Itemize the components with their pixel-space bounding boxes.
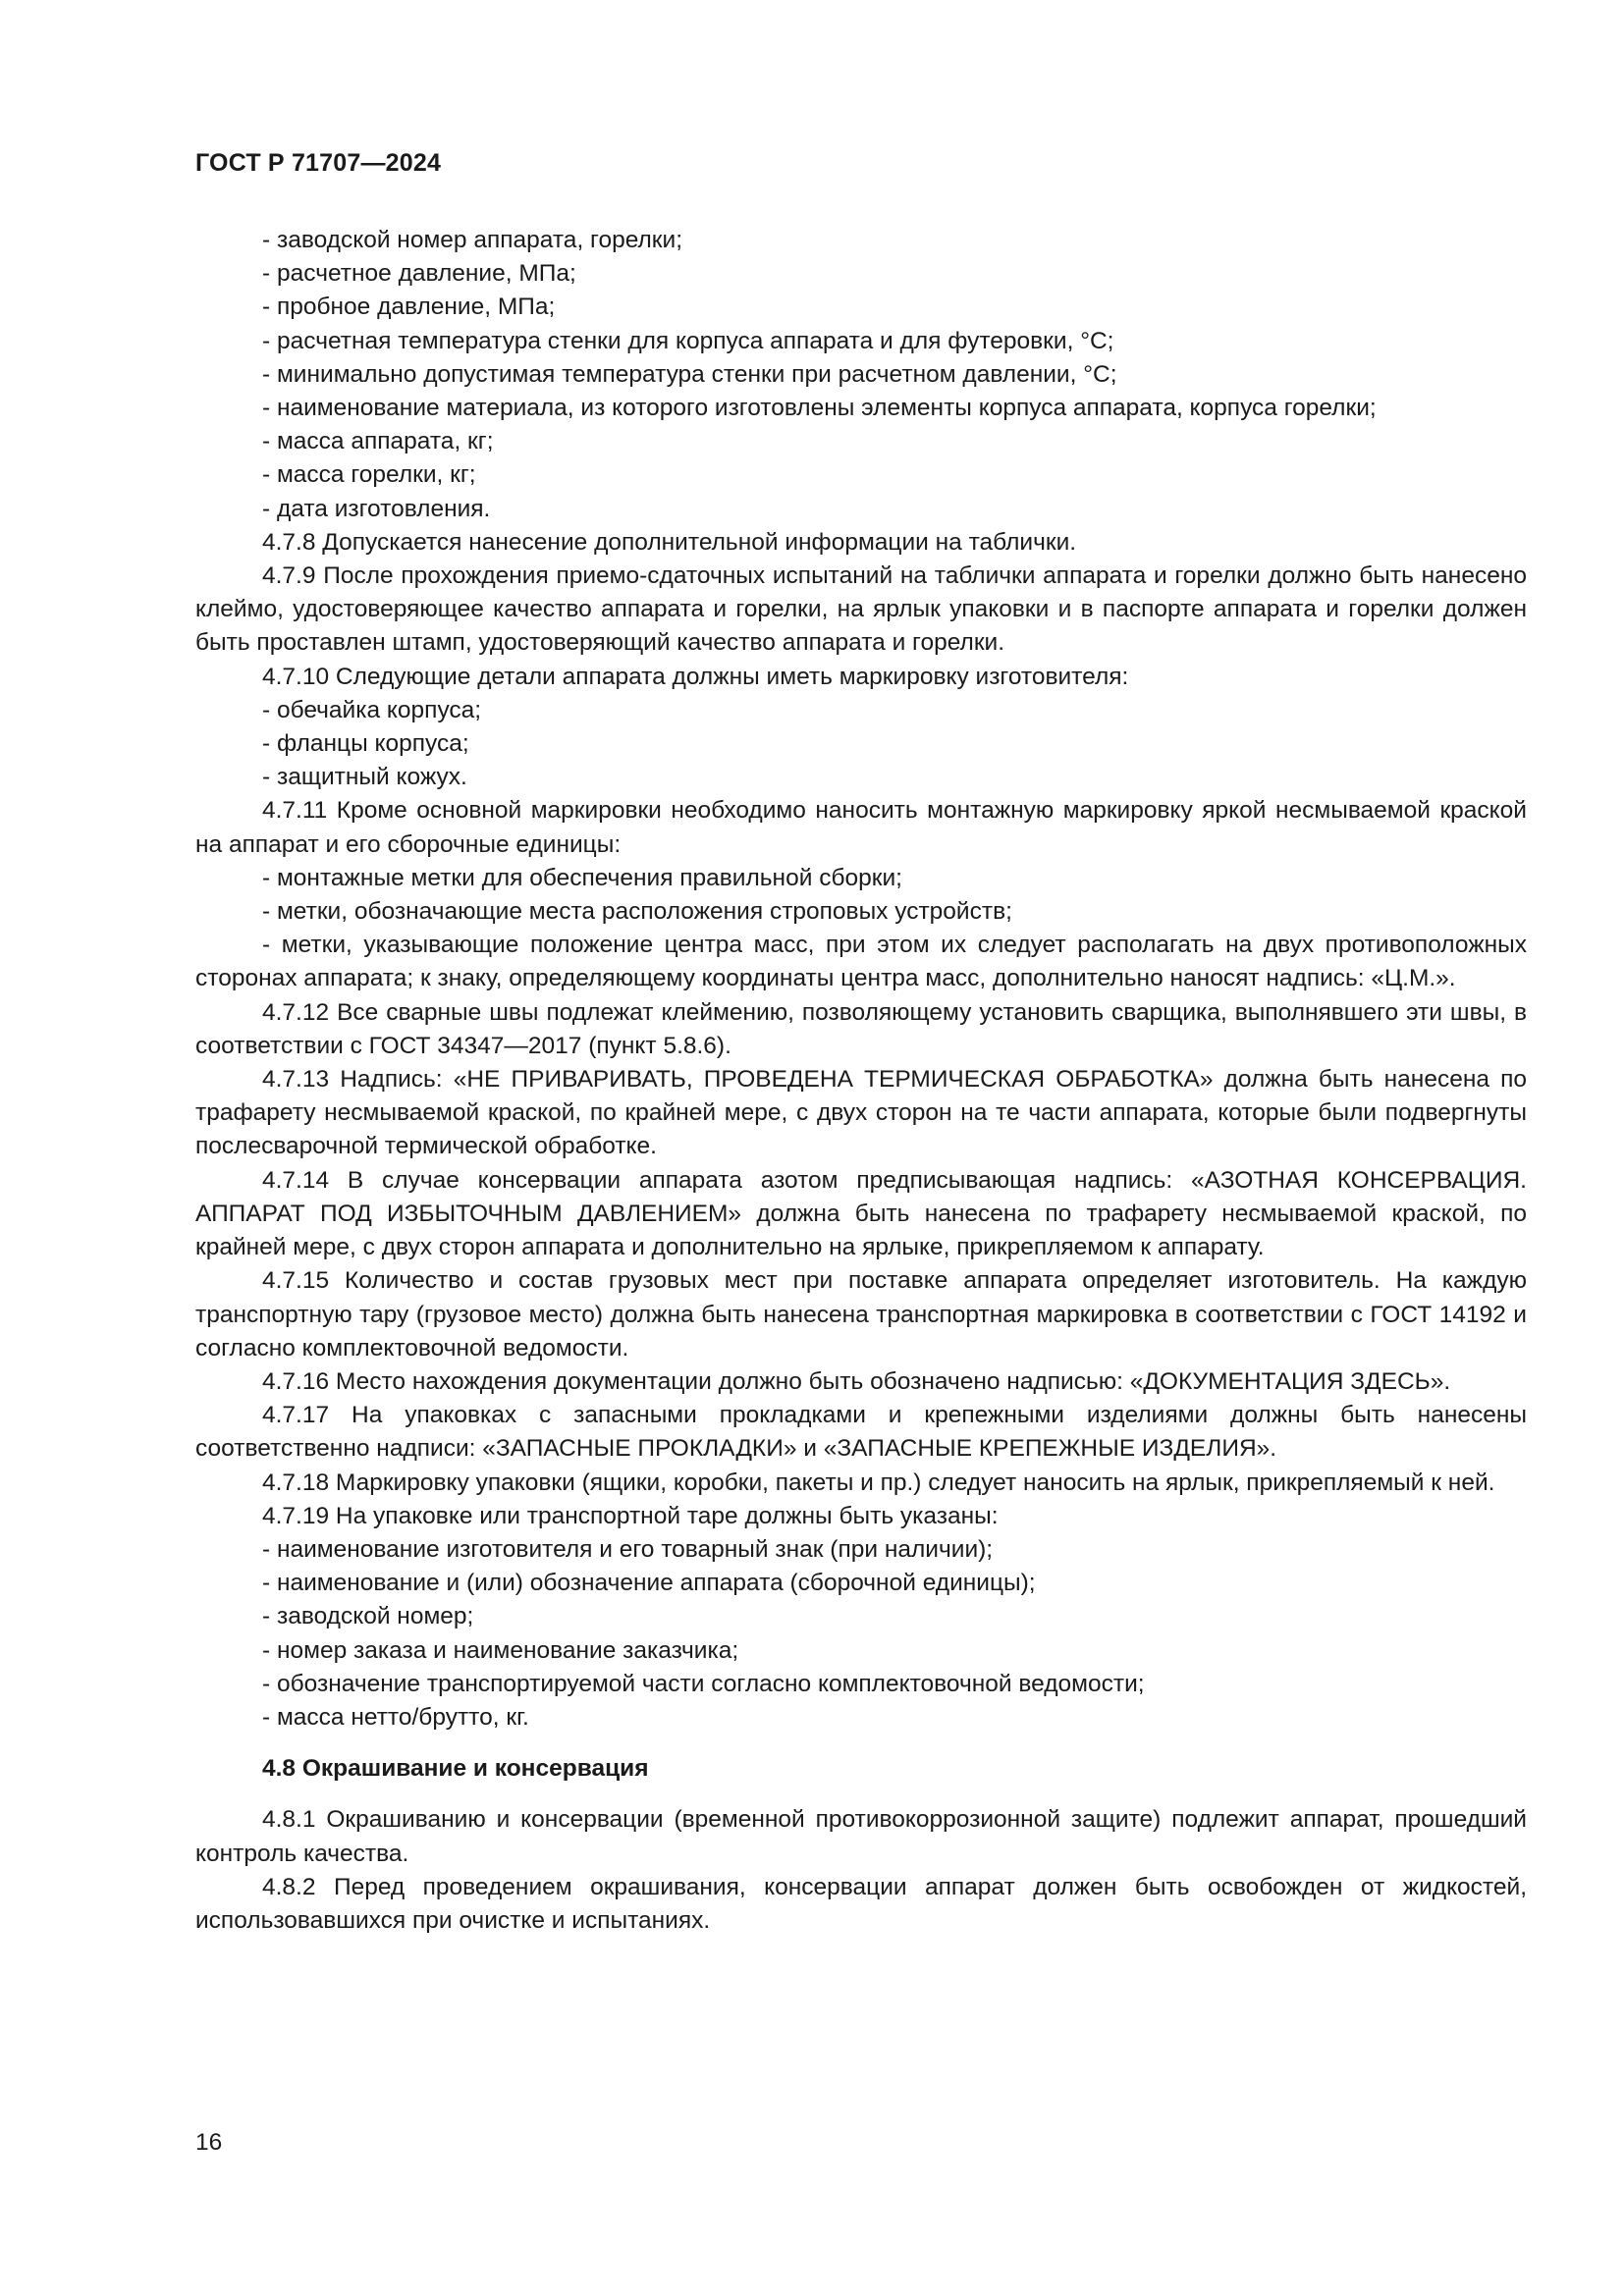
paragraph-4-7-18: 4.7.18 Маркировку упаковки (ящики, коробки, пакеты и пр.) следует наносить на ярлык, прикрепляемый к ней. — [262, 1468, 1495, 1496]
list-item: - масса нетто/брутто, кг. — [262, 1703, 529, 1731]
list-item: - расчетное давление, МПа; — [262, 260, 576, 288]
list-item: - монтажные метки для обеспечения правильной сборки; — [262, 864, 902, 891]
paragraph-4-8-2: 4.8.2 Перед проведением окрашивания, консервации аппарат должен быть освобожден от жидкостей, использовавшихся при очистке и испытаниях. — [195, 1873, 1527, 1934]
list-item: - заводской номер аппарата, горелки; — [262, 227, 683, 253]
document-body — [195, 224, 1527, 1938]
paragraph-4-7-9: 4.7.9 После прохождения приемо-сдаточных испытаний на таблички аппарата и горелки должно быть нанесено клеймо, удостоверяющее качество аппарата и горелки, на ярлык упаковки и в паспорте аппарата и горелки должен быть проставлен штамп, удостоверяющий качество аппарата и горелки. — [195, 562, 1527, 657]
list-item: - масса горелки, кг; — [262, 461, 476, 489]
paragraph-4-7-17: 4.7.17 На упаковках с запасными прокладками и крепежными изделиями должны быть нанесены соответственно надписи: «ЗАПАСНЫЕ ПРОКЛАДКИ» и «ЗАПАСНЫЕ КРЕПЕЖНЫЕ ИЗДЕЛИЯ». — [195, 1402, 1527, 1463]
list-item: - фланцы корпуса; — [262, 730, 469, 758]
paragraph-4-8-1: 4.8.1 Окрашиванию и консервации (временной противокоррозионной защите) подлежит аппарат, прошедший контроль качества. — [195, 1806, 1527, 1867]
list-item: - пробное давление, МПа; — [262, 294, 556, 321]
list-item: - обечайка корпуса; — [262, 696, 482, 723]
list-item: - наименование изготовителя и его товарный знак (при наличии); — [262, 1535, 994, 1563]
list-item: - заводской номер; — [262, 1603, 474, 1630]
paragraph-4-7-16: 4.7.16 Место нахождения документации должно быть обозначено надписью: «ДОКУМЕНТАЦИЯ ЗДЕСЬ». — [262, 1367, 1451, 1395]
list-item: - метки, обозначающие места расположения строповых устройств; — [262, 898, 1012, 926]
paragraph-4-7-14: 4.7.14 В случае консервации аппарата азотом предписывающая надпись: «АЗОТНАЯ КОНСЕРВАЦИЯ. АППАРАТ ПОД ИЗБЫТОЧНЫМ ДАВЛЕНИЕМ» должна быть нанесена по трафарету несмываемой краской, по крайней мере, с двух сторон аппарата и дополнительно на ярлыке, прикрепляемом к аппарату. — [195, 1166, 1527, 1261]
list-item: - защитный кожух. — [262, 764, 467, 791]
paragraph-4-7-15: 4.7.15 Количество и состав грузовых мест при поставке аппарата определяет изготовитель. На каждую транспортную тару (грузовое место) должна быть нанесена транспортная маркировка в соответствии с ГОСТ 14192 и согласно комплектовочной ведомости. — [195, 1267, 1527, 1362]
list-item: - наименование и (или) обозначение аппарата (сборочной единицы); — [262, 1570, 1036, 1597]
list-item: - дата изготовления. — [262, 495, 491, 522]
list-item: - расчетная температура стенки для корпуса аппарата и для футеровки, °С; — [262, 327, 1114, 354]
list-item: - минимально допустимая температура стенки при расчетном давлении, °С; — [262, 360, 1117, 388]
list-item: - наименование материала, из которого изготовлены элементы корпуса аппарата, корпуса горелки; — [262, 395, 1377, 422]
section-heading-4-8: 4.8 Окрашивание и консервация — [262, 1755, 649, 1783]
paragraph-4-7-11: 4.7.11 Кроме основной маркировки необходимо наносить монтажную маркировку яркой несмываемой краской на аппарат и его сборочные единицы: — [195, 797, 1527, 858]
list-item: - обозначение транспортируемой части согласно комплектовочной ведомости; — [262, 1670, 1145, 1697]
paragraph-4-7-13: 4.7.13 Надпись: «НЕ ПРИВАРИВАТЬ, ПРОВЕДЕНА ТЕРМИЧЕСКАЯ ОБРАБОТКА» должна быть нанесена по трафарету несмываемой краской, по крайней мере, с двух сторон на те части аппарата, которые были подвергнуты послесварочной термической обработке. — [195, 1066, 1527, 1160]
list-item: - номер заказа и наименование заказчика; — [262, 1636, 739, 1664]
document-code-header: ГОСТ Р 71707—2024 — [195, 149, 442, 177]
paragraph-4-7-19: 4.7.19 На упаковке или транспортной таре должны быть указаны: — [262, 1502, 999, 1529]
paragraph-4-7-10: 4.7.10 Следующие детали аппарата должны иметь маркировку изготовителя: — [262, 663, 1129, 690]
page-number: 16 — [195, 2129, 223, 2156]
paragraph-4-7-12: 4.7.12 Все сварные швы подлежат клеймению, позволяющему установить сварщика, выполнявшего эти швы, в соответствии с ГОСТ 34347—2017 (пункт 5.8.6). — [195, 998, 1527, 1059]
list-item: - масса аппарата, кг; — [262, 428, 494, 455]
paragraph-4-7-8: 4.7.8 Допускается нанесение дополнительной информации на таблички. — [262, 528, 1077, 556]
list-item-multiline: - метки, указывающие положение центра масс, при этом их следует располагать на двух противоположных сторонах аппарата; к знаку, определяющему координаты центра масс, дополнительно наносят надпись: «Ц.М.». — [195, 932, 1527, 992]
